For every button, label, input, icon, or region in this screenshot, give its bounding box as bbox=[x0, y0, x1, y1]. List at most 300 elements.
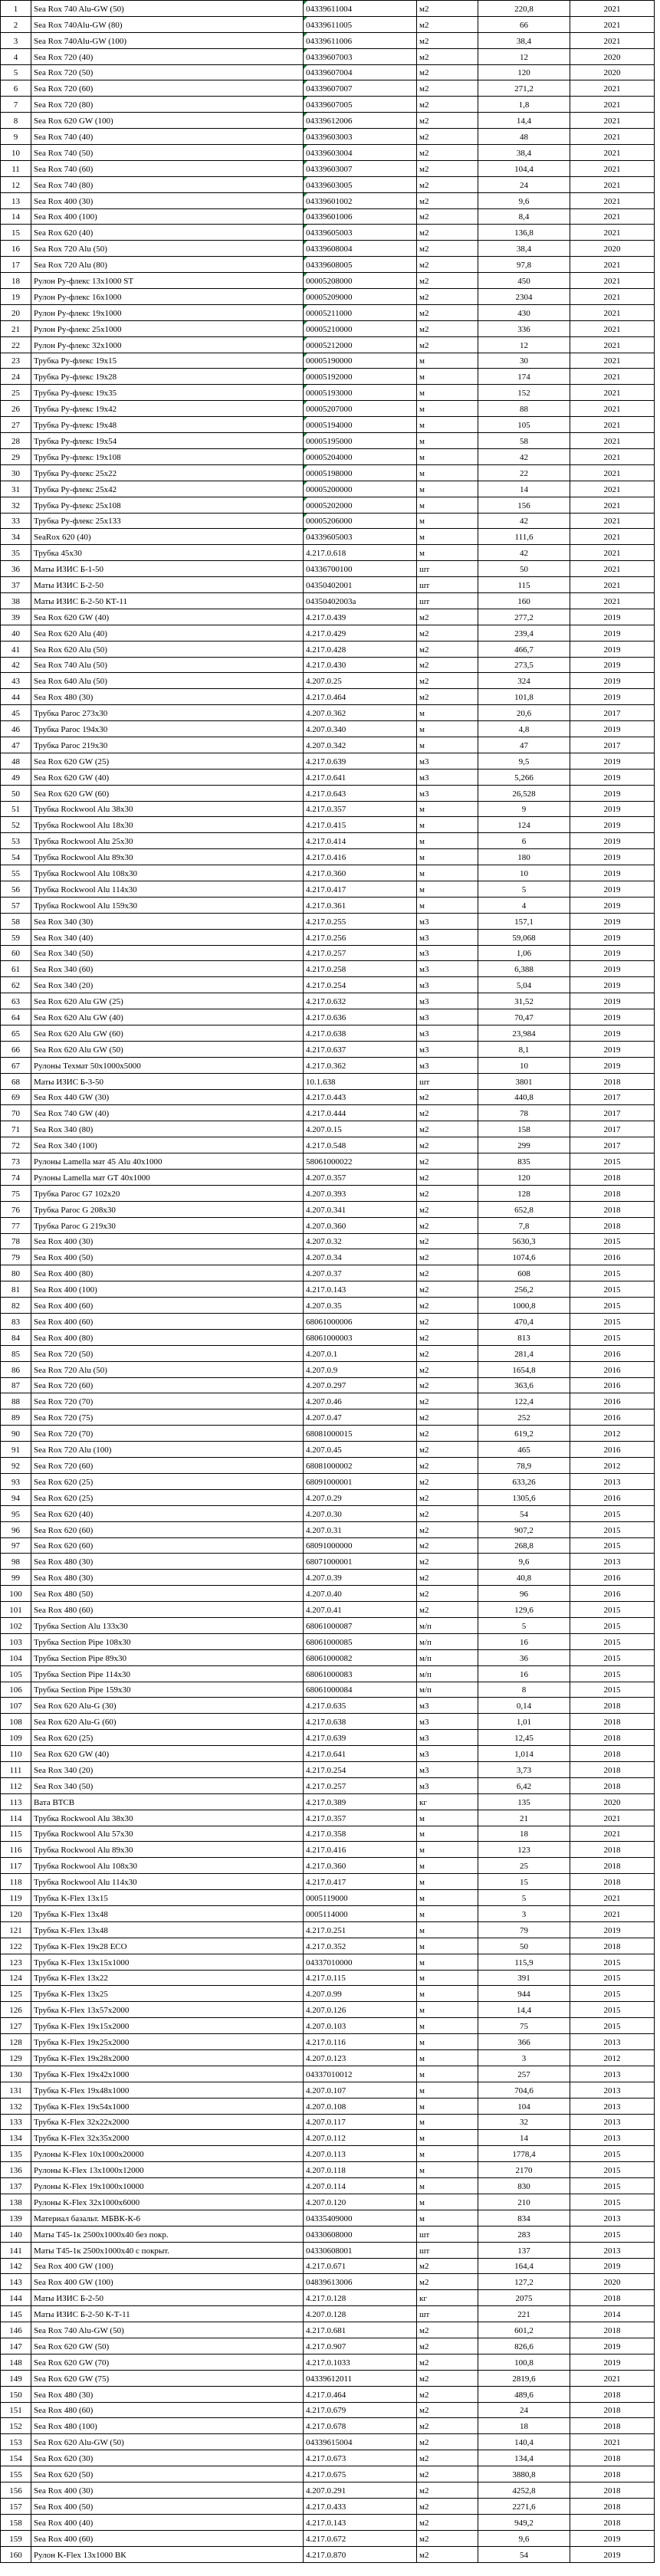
unit-cell: м bbox=[417, 2050, 478, 2066]
quantity-cell: 268,8 bbox=[478, 1537, 570, 1554]
row-number-cell: 79 bbox=[1, 1249, 31, 1265]
unit-cell: м2 bbox=[417, 2514, 478, 2530]
quantity-cell: 6 bbox=[478, 833, 570, 849]
material-name-cell: Sea Rox 720 (40) bbox=[31, 48, 304, 64]
year-cell: 2012 bbox=[570, 2050, 655, 2066]
year-cell: 2019 bbox=[570, 881, 655, 897]
material-name-cell: Sea Rox 620 (40) bbox=[31, 1505, 304, 1521]
unit-cell: м bbox=[417, 497, 478, 513]
year-cell: 2016 bbox=[570, 1361, 655, 1377]
year-cell: 2019 bbox=[570, 849, 655, 865]
row-number-cell: 56 bbox=[1, 881, 31, 897]
quantity-cell: 115 bbox=[478, 577, 570, 593]
unit-cell: м2 bbox=[417, 1170, 478, 1186]
item-code-cell: 4.207.0.362 bbox=[304, 705, 417, 721]
table-row bbox=[1, 2434, 655, 2450]
row-number-cell: 30 bbox=[1, 464, 31, 481]
item-code-cell: 04339607005 bbox=[304, 97, 417, 113]
unit-cell: м bbox=[417, 881, 478, 897]
year-cell: 2018 bbox=[570, 1777, 655, 1793]
unit-cell: м/п bbox=[417, 1617, 478, 1633]
unit-cell: м2 bbox=[417, 1361, 478, 1377]
table-row bbox=[1, 176, 655, 192]
table-row bbox=[1, 1105, 655, 1121]
material-name-cell: Sea Rox 340 (50) bbox=[31, 945, 304, 961]
row-number-cell: 4 bbox=[1, 48, 31, 64]
item-code-cell: 68061000006 bbox=[304, 1314, 417, 1330]
year-cell: 2016 bbox=[570, 1409, 655, 1426]
item-code-cell: 00005208000 bbox=[304, 273, 417, 289]
year-cell: 2015 bbox=[570, 1970, 655, 1986]
table-row bbox=[1, 1826, 655, 1842]
material-name-cell: Sea Rox 400 GW (100) bbox=[31, 2258, 304, 2274]
quantity-cell: 24 bbox=[478, 2402, 570, 2418]
table-row bbox=[1, 673, 655, 689]
year-cell: 2015 bbox=[570, 1265, 655, 1281]
unit-cell: м2 bbox=[417, 2274, 478, 2290]
quantity-cell: 38,4 bbox=[478, 241, 570, 257]
unit-cell: м3 bbox=[417, 929, 478, 945]
table-row bbox=[1, 1586, 655, 1602]
year-cell: 2018 bbox=[570, 1698, 655, 1714]
material-name-cell: Sea Rox 640 Alu (50) bbox=[31, 673, 304, 689]
item-code-cell: 4.207.0.340 bbox=[304, 721, 417, 737]
material-name-cell: Sea Rox 480 (30) bbox=[31, 1570, 304, 1586]
table-row bbox=[1, 2050, 655, 2066]
item-code-cell: 4.207.0.9 bbox=[304, 1361, 417, 1377]
unit-cell: м3 bbox=[417, 961, 478, 977]
material-name-cell: Маты Т45-1к 2500х1000х40 с покрыт. bbox=[31, 2242, 304, 2258]
item-code-cell: 04339612006 bbox=[304, 113, 417, 129]
table-row bbox=[1, 2066, 655, 2082]
row-number-cell: 160 bbox=[1, 2546, 31, 2562]
row-number-cell: 53 bbox=[1, 833, 31, 849]
year-cell: 2018 bbox=[570, 1073, 655, 1089]
row-number-cell: 147 bbox=[1, 2338, 31, 2354]
year-cell: 2021 bbox=[570, 577, 655, 593]
row-number-cell: 105 bbox=[1, 1665, 31, 1682]
unit-cell: м3 bbox=[417, 769, 478, 785]
year-cell: 2018 bbox=[570, 2418, 655, 2434]
row-number-cell: 36 bbox=[1, 561, 31, 577]
material-name-cell: Sea Rox 400 (100) bbox=[31, 1281, 304, 1298]
table-row bbox=[1, 385, 655, 401]
row-number-cell: 61 bbox=[1, 961, 31, 977]
item-code-cell: 4.207.0.34 bbox=[304, 1249, 417, 1265]
year-cell: 2019 bbox=[570, 913, 655, 929]
material-name-cell: Трубка Rockwool Alu 159х30 bbox=[31, 897, 304, 913]
item-code-cell: 4.207.0.31 bbox=[304, 1521, 417, 1537]
material-name-cell: Трубка Ру-флекс 19х108 bbox=[31, 448, 304, 464]
material-name-cell: Рулоны K-Flex 13х1000х12000 bbox=[31, 2162, 304, 2178]
unit-cell: м bbox=[417, 2130, 478, 2146]
material-name-cell: Трубка Ру-флекс 25х108 bbox=[31, 497, 304, 513]
quantity-cell: 47 bbox=[478, 737, 570, 753]
item-code-cell: 4.217.0.414 bbox=[304, 833, 417, 849]
row-number-cell: 119 bbox=[1, 1890, 31, 1906]
quantity-cell: 160 bbox=[478, 592, 570, 609]
item-code-cell: 4.217.0.636 bbox=[304, 1009, 417, 1025]
year-cell: 2015 bbox=[570, 2146, 655, 2162]
material-name-cell: Sea Rox 340 (60) bbox=[31, 961, 304, 977]
row-number-cell: 15 bbox=[1, 225, 31, 241]
row-number-cell: 59 bbox=[1, 929, 31, 945]
material-name-cell: Sea Rox 720 Alu (80) bbox=[31, 257, 304, 273]
quantity-cell: 54 bbox=[478, 2546, 570, 2562]
table-row bbox=[1, 129, 655, 145]
table-row bbox=[1, 545, 655, 561]
row-number-cell: 6 bbox=[1, 80, 31, 97]
unit-cell: шт bbox=[417, 561, 478, 577]
item-code-cell: 4.207.0.37 bbox=[304, 1265, 417, 1281]
material-name-cell: Рулон Ру-флекс 32х1000 bbox=[31, 336, 304, 353]
quantity-cell: 907,2 bbox=[478, 1521, 570, 1537]
quantity-cell: 25 bbox=[478, 1858, 570, 1874]
year-cell: 2015 bbox=[570, 1537, 655, 1554]
item-code-cell: 4.217.0.116 bbox=[304, 2034, 417, 2050]
unit-cell: м2 bbox=[417, 641, 478, 657]
material-name-cell: Трубка Ру-флекс 19х48 bbox=[31, 417, 304, 433]
year-cell: 2015 bbox=[570, 1602, 655, 1618]
material-name-cell: Маты ИЗИС Б-3-50 bbox=[31, 1073, 304, 1089]
material-name-cell: Sea Rox 400 (80) bbox=[31, 1265, 304, 1281]
year-cell: 2019 bbox=[570, 1009, 655, 1025]
table-row bbox=[1, 2466, 655, 2482]
item-code-cell: 4.217.0.415 bbox=[304, 817, 417, 833]
quantity-cell: 363,6 bbox=[478, 1377, 570, 1393]
table-row bbox=[1, 641, 655, 657]
unit-cell: м3 bbox=[417, 753, 478, 769]
year-cell: 2018 bbox=[570, 1874, 655, 1890]
quantity-cell: 135 bbox=[478, 1793, 570, 1810]
row-number-cell: 49 bbox=[1, 769, 31, 785]
year-cell: 2018 bbox=[570, 1217, 655, 1233]
table-row bbox=[1, 977, 655, 993]
quantity-cell: 59,068 bbox=[478, 929, 570, 945]
unit-cell: шт bbox=[417, 2226, 478, 2242]
item-code-cell: 4.217.0.678 bbox=[304, 2418, 417, 2434]
table-row bbox=[1, 592, 655, 609]
row-number-cell: 97 bbox=[1, 1537, 31, 1554]
item-code-cell: 04339607004 bbox=[304, 64, 417, 80]
quantity-cell: 440,8 bbox=[478, 1089, 570, 1105]
unit-cell: м2 bbox=[417, 97, 478, 113]
unit-cell: м bbox=[417, 545, 478, 561]
quantity-cell: 128 bbox=[478, 1185, 570, 1201]
unit-cell: м2 bbox=[417, 1393, 478, 1409]
item-code-cell: 4.207.0.393 bbox=[304, 1185, 417, 1201]
quantity-cell: 158 bbox=[478, 1121, 570, 1137]
row-number-cell: 103 bbox=[1, 1633, 31, 1649]
row-number-cell: 47 bbox=[1, 737, 31, 753]
unit-cell: м bbox=[417, 433, 478, 449]
material-name-cell: Sea Rox 620 GW (40) bbox=[31, 609, 304, 625]
year-cell: 2021 bbox=[570, 2434, 655, 2450]
row-number-cell: 75 bbox=[1, 1185, 31, 1201]
quantity-cell: 50 bbox=[478, 561, 570, 577]
material-name-cell: Материал базальт. МБВК-К-6 bbox=[31, 2210, 304, 2226]
material-name-cell: Sea Rox 720 Alu (100) bbox=[31, 1442, 304, 1458]
unit-cell: м2 bbox=[417, 1153, 478, 1170]
unit-cell: м/п bbox=[417, 1682, 478, 1698]
material-name-cell: Трубка Ру-флекс 19х35 bbox=[31, 385, 304, 401]
unit-cell: м2 bbox=[417, 32, 478, 48]
material-name-cell: Sea Rox 720 (60) bbox=[31, 80, 304, 97]
row-number-cell: 46 bbox=[1, 721, 31, 737]
table-row bbox=[1, 304, 655, 320]
unit-cell: м2 bbox=[417, 1329, 478, 1345]
table-row bbox=[1, 705, 655, 721]
row-number-cell: 122 bbox=[1, 1938, 31, 1954]
material-name-cell: Трубка K-Flex 13х25 bbox=[31, 1986, 304, 2002]
year-cell: 2021 bbox=[570, 289, 655, 305]
material-name-cell: Sea Rox 740Alu-GW (80) bbox=[31, 16, 304, 32]
row-number-cell: 94 bbox=[1, 1489, 31, 1505]
material-name-cell: Трубка K-Flex 19х54х1000 bbox=[31, 2098, 304, 2114]
year-cell: 2019 bbox=[570, 1921, 655, 1938]
unit-cell: шт bbox=[417, 1073, 478, 1089]
quantity-cell: 1074,6 bbox=[478, 1249, 570, 1265]
year-cell: 2016 bbox=[570, 1442, 655, 1458]
quantity-cell: 608 bbox=[478, 1265, 570, 1281]
unit-cell: м bbox=[417, 721, 478, 737]
item-code-cell: 68061000084 bbox=[304, 1682, 417, 1698]
material-name-cell: SeaRox 620 (40) bbox=[31, 529, 304, 545]
material-name-cell: Трубка Ру-флекс 19х28 bbox=[31, 369, 304, 385]
material-name-cell: Sea Rox 620 Alu-GW (50) bbox=[31, 2434, 304, 2450]
year-cell: 2015 bbox=[570, 1682, 655, 1698]
unit-cell: м2 bbox=[417, 1602, 478, 1618]
table-row bbox=[1, 737, 655, 753]
item-code-cell: 04339611006 bbox=[304, 32, 417, 48]
unit-cell: м3 bbox=[417, 1730, 478, 1746]
table-row bbox=[1, 1361, 655, 1377]
year-cell: 2018 bbox=[570, 2402, 655, 2418]
unit-cell: м2 bbox=[417, 273, 478, 289]
quantity-cell: 281,4 bbox=[478, 1345, 570, 1361]
material-name-cell: Трубка Paroc 273х30 bbox=[31, 705, 304, 721]
unit-cell: м2 bbox=[417, 609, 478, 625]
material-name-cell: Трубка Paroc G7 102х20 bbox=[31, 1185, 304, 1201]
quantity-cell: 174 bbox=[478, 369, 570, 385]
material-name-cell: Трубка K-Flex 32х35х2000 bbox=[31, 2130, 304, 2146]
table-row bbox=[1, 1698, 655, 1714]
year-cell: 2021 bbox=[570, 304, 655, 320]
item-code-cell: 4.217.0.115 bbox=[304, 1970, 417, 1986]
item-code-cell: 4.217.0.641 bbox=[304, 769, 417, 785]
item-code-cell: 4.207.0.342 bbox=[304, 737, 417, 753]
item-code-cell: 4.217.0.671 bbox=[304, 2258, 417, 2274]
material-name-cell: Sea Rox 740 Alu-GW (50) bbox=[31, 2322, 304, 2338]
item-code-cell: 4.207.0.107 bbox=[304, 2082, 417, 2098]
year-cell: 2013 bbox=[570, 2082, 655, 2098]
item-code-cell: 04339611004 bbox=[304, 1, 417, 17]
material-name-cell: Трубка K-Flex 19х48х1000 bbox=[31, 2082, 304, 2098]
item-code-cell: 4.217.0.430 bbox=[304, 657, 417, 673]
row-number-cell: 37 bbox=[1, 577, 31, 593]
item-code-cell: 4.217.0.443 bbox=[304, 1089, 417, 1105]
year-cell: 2021 bbox=[570, 113, 655, 129]
year-cell: 2015 bbox=[570, 2162, 655, 2178]
row-number-cell: 51 bbox=[1, 801, 31, 817]
quantity-cell: 88 bbox=[478, 401, 570, 417]
quantity-cell: 5,266 bbox=[478, 769, 570, 785]
unit-cell: м bbox=[417, 2210, 478, 2226]
quantity-cell: 8,1 bbox=[478, 1041, 570, 1057]
year-cell: 2020 bbox=[570, 48, 655, 64]
material-name-cell: Рулоны K-Flex 19х1000х10000 bbox=[31, 2178, 304, 2194]
item-code-cell: 4.217.0.433 bbox=[304, 2498, 417, 2514]
quantity-cell: 32 bbox=[478, 2114, 570, 2130]
row-number-cell: 5 bbox=[1, 64, 31, 80]
table-row bbox=[1, 1730, 655, 1746]
table-row bbox=[1, 2418, 655, 2434]
quantity-cell: 79 bbox=[478, 1921, 570, 1938]
row-number-cell: 100 bbox=[1, 1586, 31, 1602]
quantity-cell: 123 bbox=[478, 1842, 570, 1858]
table-row bbox=[1, 2226, 655, 2242]
unit-cell: шт bbox=[417, 592, 478, 609]
unit-cell: м bbox=[417, 2194, 478, 2210]
table-row bbox=[1, 320, 655, 336]
row-number-cell: 14 bbox=[1, 208, 31, 225]
material-name-cell: Трубка Rockwool Alu 114х30 bbox=[31, 881, 304, 897]
table-row bbox=[1, 2210, 655, 2226]
row-number-cell: 98 bbox=[1, 1554, 31, 1570]
row-number-cell: 81 bbox=[1, 1281, 31, 1298]
item-code-cell: 4.207.0.113 bbox=[304, 2146, 417, 2162]
row-number-cell: 2 bbox=[1, 16, 31, 32]
year-cell: 2015 bbox=[570, 1153, 655, 1170]
quantity-cell: 156 bbox=[478, 497, 570, 513]
table-row bbox=[1, 2082, 655, 2098]
year-cell: 2013 bbox=[570, 2114, 655, 2130]
year-cell: 2020 bbox=[570, 64, 655, 80]
row-number-cell: 127 bbox=[1, 2018, 31, 2034]
row-number-cell: 106 bbox=[1, 1682, 31, 1698]
row-number-cell: 155 bbox=[1, 2466, 31, 2482]
item-code-cell: 04339608005 bbox=[304, 257, 417, 273]
table-row bbox=[1, 289, 655, 305]
row-number-cell: 144 bbox=[1, 2290, 31, 2306]
quantity-cell: 24 bbox=[478, 176, 570, 192]
item-code-cell: 04339603005 bbox=[304, 176, 417, 192]
quantity-cell: 5,04 bbox=[478, 977, 570, 993]
table-row bbox=[1, 1233, 655, 1249]
row-number-cell: 132 bbox=[1, 2098, 31, 2114]
unit-cell: м2 bbox=[417, 2258, 478, 2274]
quantity-cell: 42 bbox=[478, 513, 570, 529]
material-name-cell: Трубка Rockwool Alu 114х30 bbox=[31, 1874, 304, 1890]
row-number-cell: 101 bbox=[1, 1602, 31, 1618]
row-number-cell: 66 bbox=[1, 1041, 31, 1057]
table-row bbox=[1, 1345, 655, 1361]
year-cell: 2019 bbox=[570, 609, 655, 625]
unit-cell: м2 bbox=[417, 208, 478, 225]
table-row bbox=[1, 1137, 655, 1153]
unit-cell: м bbox=[417, 1970, 478, 1986]
quantity-cell: 134,4 bbox=[478, 2450, 570, 2466]
item-code-cell: 04339601006 bbox=[304, 208, 417, 225]
year-cell: 2014 bbox=[570, 2306, 655, 2322]
quantity-cell: 96 bbox=[478, 1586, 570, 1602]
item-code-cell: 04330608000 bbox=[304, 2226, 417, 2242]
table-row bbox=[1, 1409, 655, 1426]
unit-cell: м3 bbox=[417, 977, 478, 993]
quantity-cell: 31,52 bbox=[478, 993, 570, 1009]
row-number-cell: 74 bbox=[1, 1170, 31, 1186]
year-cell: 2021 bbox=[570, 97, 655, 113]
material-name-cell: Sea Rox 480 (60) bbox=[31, 1602, 304, 1618]
item-code-cell: 4.207.0.47 bbox=[304, 1409, 417, 1426]
row-number-cell: 27 bbox=[1, 417, 31, 433]
quantity-cell: 2170 bbox=[478, 2162, 570, 2178]
year-cell: 2018 bbox=[570, 1714, 655, 1730]
item-code-cell: 4.217.0.439 bbox=[304, 609, 417, 625]
material-name-cell: Sea Rox 620 Alu GW (40) bbox=[31, 1009, 304, 1025]
item-code-cell: 10.1.638 bbox=[304, 1073, 417, 1089]
material-name-cell: Маты ИЗИС Б-2-50 bbox=[31, 2290, 304, 2306]
item-code-cell: 4.207.0.1 bbox=[304, 1345, 417, 1361]
quantity-cell: 140,4 bbox=[478, 2434, 570, 2450]
row-number-cell: 65 bbox=[1, 1025, 31, 1042]
item-code-cell: 0005114000 bbox=[304, 1905, 417, 1921]
table-row bbox=[1, 2514, 655, 2530]
material-name-cell: Sea Rox 620 (25) bbox=[31, 1730, 304, 1746]
row-number-cell: 129 bbox=[1, 2050, 31, 2066]
item-code-cell: 4.217.0.637 bbox=[304, 1041, 417, 1057]
row-number-cell: 125 bbox=[1, 1986, 31, 2002]
table-row bbox=[1, 1505, 655, 1521]
item-code-cell: 4.217.0.444 bbox=[304, 1105, 417, 1121]
material-name-cell: Sea Rox 620 (25) bbox=[31, 1473, 304, 1489]
quantity-cell: 58 bbox=[478, 433, 570, 449]
quantity-cell: 120 bbox=[478, 64, 570, 80]
unit-cell: м2 bbox=[417, 225, 478, 241]
table-row bbox=[1, 913, 655, 929]
unit-cell: м bbox=[417, 1905, 478, 1921]
material-name-cell: Sea Rox 340 (20) bbox=[31, 1761, 304, 1777]
quantity-cell: 4,8 bbox=[478, 721, 570, 737]
table-row bbox=[1, 97, 655, 113]
row-number-cell: 76 bbox=[1, 1201, 31, 1217]
item-code-cell: 04339603007 bbox=[304, 160, 417, 176]
table-row bbox=[1, 1554, 655, 1570]
quantity-cell: 8,4 bbox=[478, 208, 570, 225]
quantity-cell: 6,388 bbox=[478, 961, 570, 977]
item-code-cell: 4.217.0.675 bbox=[304, 2466, 417, 2482]
year-cell: 2021 bbox=[570, 561, 655, 577]
quantity-cell: 3880,8 bbox=[478, 2466, 570, 2482]
quantity-cell: 1,06 bbox=[478, 945, 570, 961]
row-number-cell: 124 bbox=[1, 1970, 31, 1986]
item-code-cell: 4.217.0.672 bbox=[304, 2530, 417, 2546]
year-cell: 2021 bbox=[570, 336, 655, 353]
row-number-cell: 152 bbox=[1, 2418, 31, 2434]
material-name-cell: Sea Rox 740 (40) bbox=[31, 129, 304, 145]
material-name-cell: Sea Rox 720 (70) bbox=[31, 1393, 304, 1409]
material-name-cell: Sea Rox 620 Alu GW (25) bbox=[31, 993, 304, 1009]
item-code-cell: 4.217.0.635 bbox=[304, 1698, 417, 1714]
material-name-cell: Трубка Rockwool Alu 108х30 bbox=[31, 865, 304, 881]
year-cell: 2013 bbox=[570, 2130, 655, 2146]
unit-cell: м bbox=[417, 464, 478, 481]
year-cell: 2018 bbox=[570, 2514, 655, 2530]
year-cell: 2021 bbox=[570, 257, 655, 273]
item-code-cell: 4.207.0.35 bbox=[304, 1298, 417, 1314]
quantity-cell: 101,8 bbox=[478, 689, 570, 705]
row-number-cell: 21 bbox=[1, 320, 31, 336]
